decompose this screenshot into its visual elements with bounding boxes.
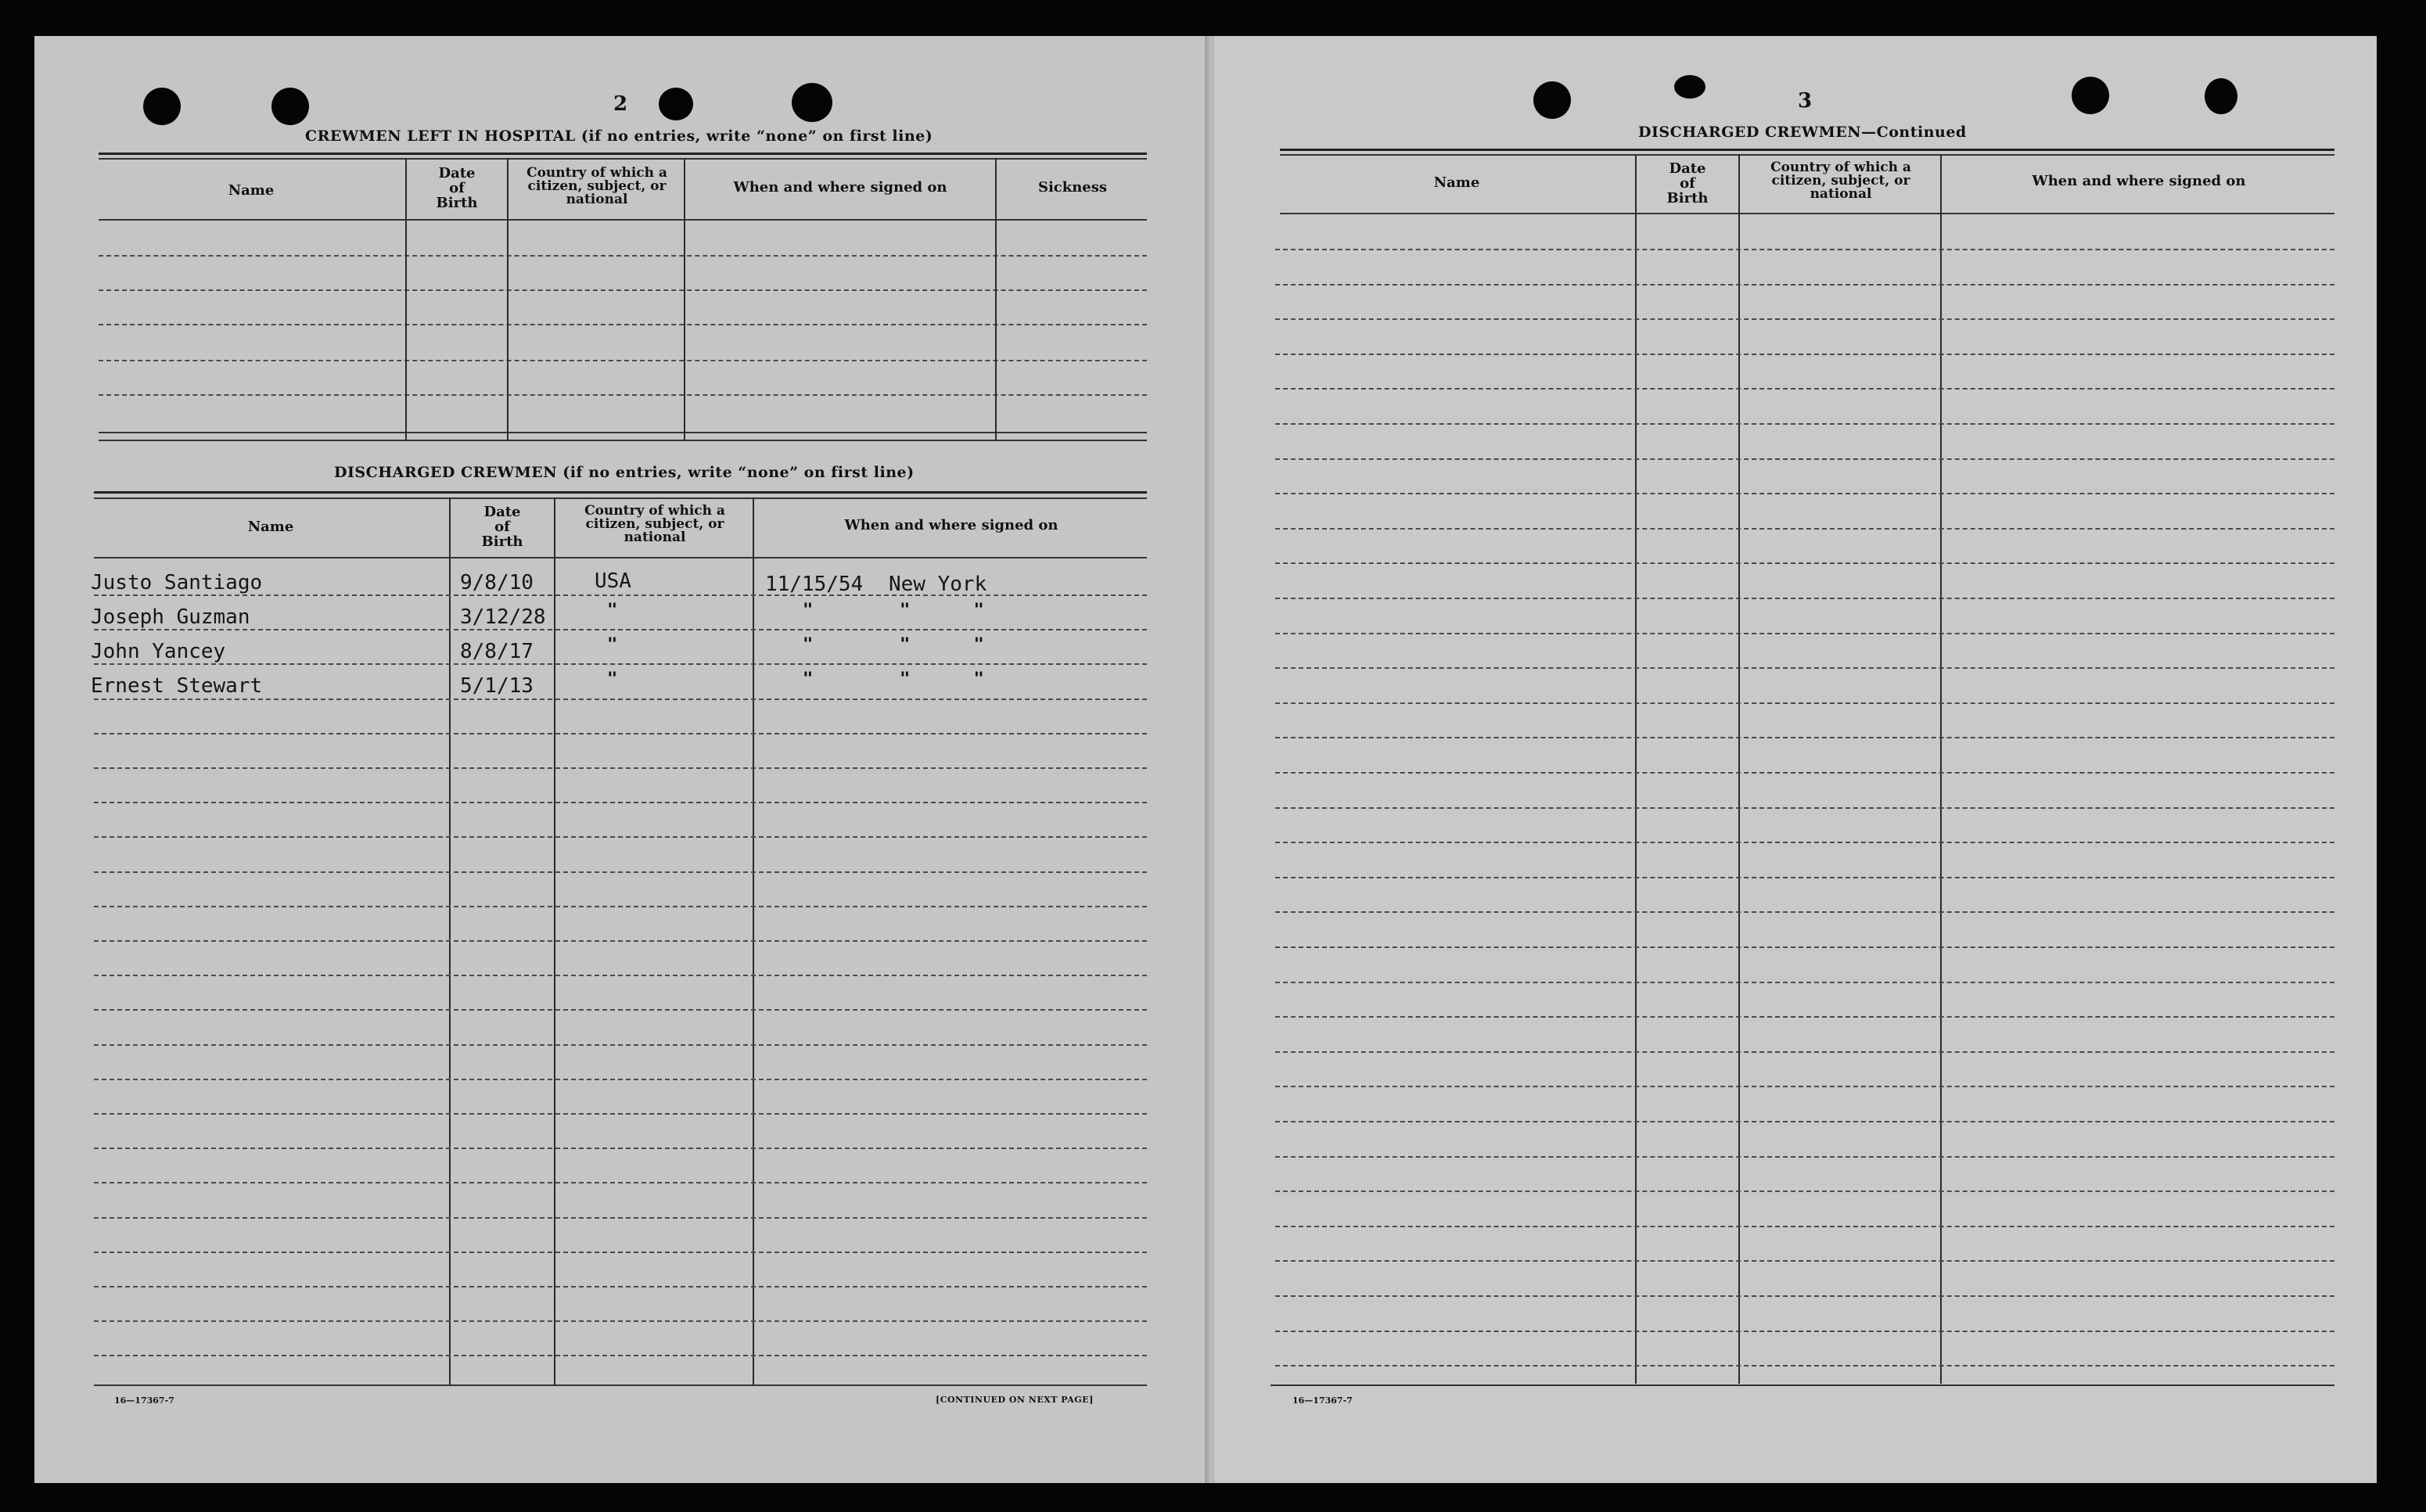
crew-signed-date: 11/15/54 [765,573,864,596]
ruled-line [1275,667,2334,669]
col-name: Name [247,519,294,535]
ruled-line [1275,1331,2334,1332]
ruled-line [94,940,1147,942]
ruled-line [1275,249,2334,250]
col-dob: Date of Birth [436,165,478,211]
form-number: 16—17367-7 [1292,1395,1353,1406]
ruled-line [1275,772,2334,774]
crew-country: " [607,670,618,689]
crew-dob: 5/1/13 [460,674,534,698]
crew-name: John Yancey [91,640,226,663]
crew-signed-place: New York [889,573,987,596]
ruled-line [1275,562,2334,564]
punch-hole [2072,77,2109,114]
ruled-line [94,699,1147,700]
ruled-line [94,1113,1147,1115]
ruled-line [94,1320,1147,1322]
ruled-line [94,1286,1147,1288]
col-country: Country of which a citizen, subject, or national [584,503,725,545]
ruled-line [1275,1016,2334,1018]
ruled-line [1275,842,2334,843]
crew-dob: 3/12/28 [460,605,546,629]
crew-country: " [607,635,618,655]
ruled-line [1275,946,2334,948]
col-name: Name [1433,174,1480,191]
punch-hole [659,88,693,120]
crew-country: " [607,601,618,620]
ruled-line [1275,1365,2334,1367]
ruled-line [1275,1051,2334,1053]
crew-dob: 8/8/17 [460,640,534,663]
col-signed-on: When and where signed on [733,179,947,196]
punch-hole [1674,75,1705,99]
ruled-line [1275,877,2334,878]
crew-signed-date: " [803,670,814,689]
ruled-line [1275,1226,2334,1227]
col-dob: Date of Birth [1666,160,1709,207]
ruled-line [94,1147,1147,1149]
ruled-line [1275,1156,2334,1158]
ruled-line [94,1355,1147,1356]
ruled-line [94,767,1147,769]
right-section-title: DISCHARGED CREWMEN—Continued [1638,124,1967,141]
col-dob: Date of Birth [481,504,523,550]
ruled-line [1275,1086,2334,1087]
ruled-line [94,1217,1147,1219]
ruled-line [1275,982,2334,983]
ruled-line [94,1079,1147,1080]
ruled-line [94,1009,1147,1011]
col-name: Name [228,182,275,199]
punch-hole [271,88,309,125]
crew-name: Justo Santiago [91,571,263,594]
ruled-line [94,871,1147,873]
ruled-line [94,975,1147,976]
crew-dob: 9/8/10 [460,571,534,594]
ruled-line [94,906,1147,907]
ruled-line [94,1182,1147,1183]
ruled-line [1275,318,2334,320]
left-page [34,36,1208,1483]
ruled-line [1275,388,2334,390]
ruled-line [1275,528,2334,530]
ruled-line [1275,911,2334,913]
hospital-section-title: CREWMEN LEFT IN HOSPITAL (if no entries, write “none” on first line) [305,127,933,145]
ruled-line [1275,1191,2334,1192]
ruled-line [1275,458,2334,460]
punch-hole [2205,78,2237,114]
crew-signed-date: " [803,601,814,620]
ruled-line [1275,1295,2334,1297]
ruled-line [94,733,1147,734]
discharged-section-title: DISCHARGED CREWMEN (if no entries, write “none” on first line) [334,464,915,481]
ruled-line [94,1252,1147,1253]
col-sickness: Sickness [1037,179,1108,196]
ruled-line [94,663,1147,665]
crew-country: USA [595,569,631,593]
ruled-line [1275,284,2334,286]
col-signed-on: When and where signed on [2032,173,2246,189]
page-number: 2 [613,92,628,116]
crew-signed-place: " " [900,670,1011,689]
crew-signed-place: " " [900,635,1011,655]
crew-name: Ernest Stewart [91,674,263,698]
ruled-line [1275,1260,2334,1262]
crew-signed-place: " " [900,601,1011,620]
col-country: Country of which a citizen, subject, or national [1770,160,1911,202]
ruled-line [1275,354,2334,355]
ruled-line [1275,633,2334,634]
ruled-line [1275,493,2334,494]
right-page [1214,36,2377,1483]
crew-signed-date: " [803,635,814,655]
ruled-line [94,802,1147,803]
ruled-line [94,836,1147,838]
ruled-line [94,629,1147,630]
page-number: 3 [1798,89,1813,113]
crew-name: Joseph Guzman [91,605,250,629]
continued-note: [CONTINUED ON NEXT PAGE] [936,1395,1094,1405]
ruled-line [94,1044,1147,1046]
form-number: 16—17367-7 [114,1395,174,1406]
ruled-line [94,594,1147,596]
ruled-line [1275,1121,2334,1122]
punch-hole [1533,81,1571,119]
ruled-line [1275,423,2334,425]
ruled-line [1275,807,2334,809]
ruled-line [1275,702,2334,704]
punch-hole [143,88,181,125]
col-signed-on: When and where signed on [844,517,1058,533]
ruled-line [1275,737,2334,738]
punch-hole [792,83,832,122]
ruled-line [1275,598,2334,599]
col-country: Country of which a citizen, subject, or national [527,165,667,207]
